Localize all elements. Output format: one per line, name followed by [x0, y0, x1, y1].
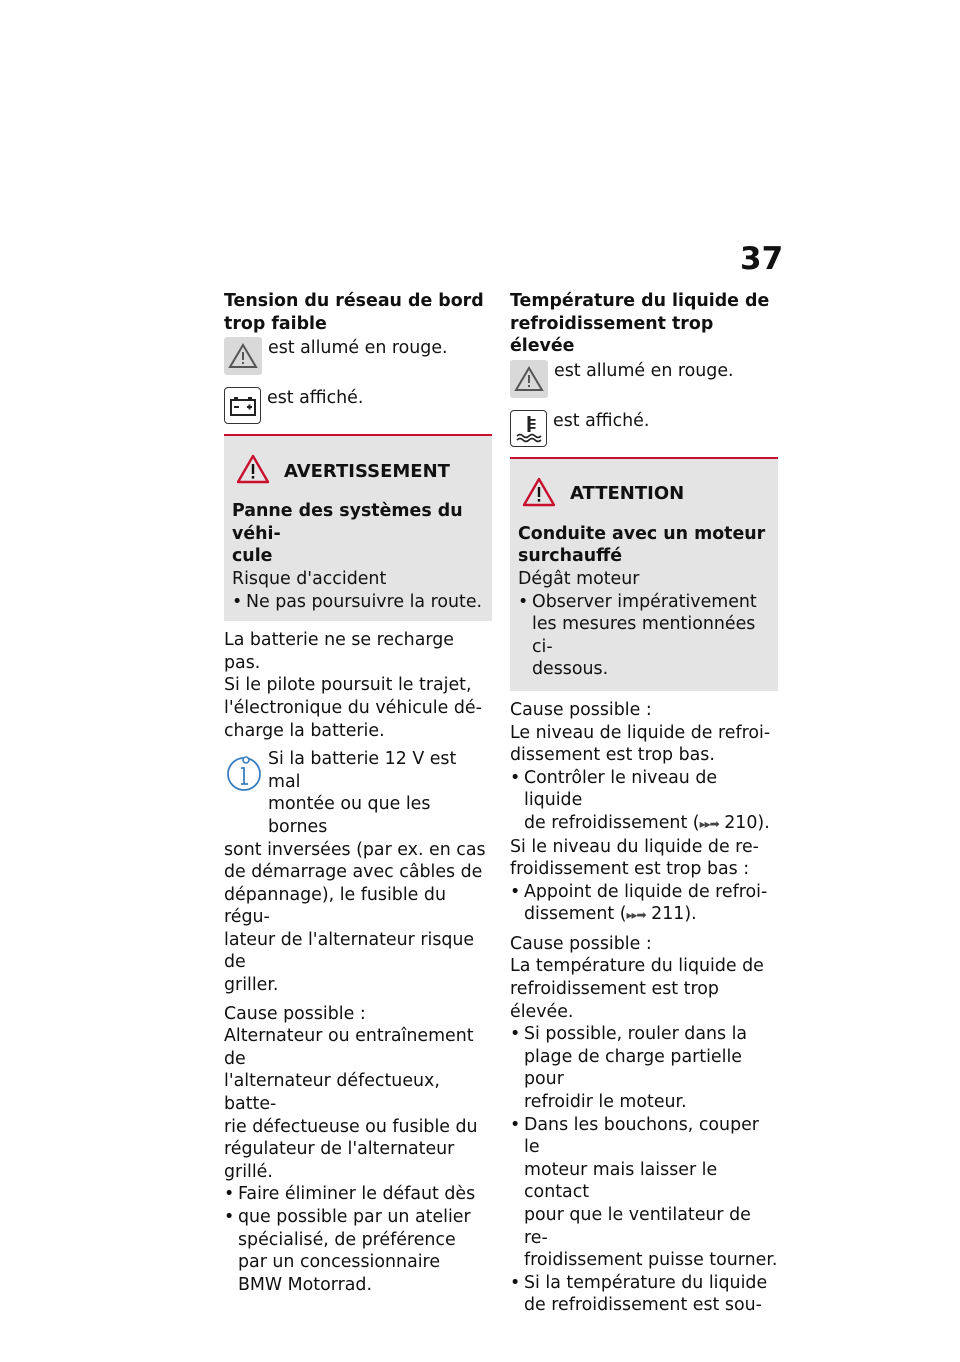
cause-text-line: l'alternateur défectueux, batte-: [224, 1071, 440, 1115]
warning-box: [224, 434, 492, 621]
info-text-line: lateur de l'alternateur risque de: [224, 929, 475, 973]
cause-text-line: rie défectueuse ou fusible du: [224, 1116, 478, 1137]
page-reference-arrow-icon[interactable]: ▸▸➡: [626, 908, 646, 923]
section-heading-cont: trop faible: [224, 313, 327, 334]
info-text-line: griller.: [224, 975, 279, 996]
warning-risk: Risque d'accident: [232, 568, 387, 589]
attention-bullet: • Observer impérativement: [518, 591, 770, 614]
bullet-line: • Dans les bouchons, couper le: [510, 1114, 778, 1159]
cause-text-line: Alternateur ou entraînement de: [224, 1026, 474, 1069]
section-heading-cont: refroidissement trop élevée: [510, 313, 714, 357]
warning-light-line: [510, 360, 778, 398]
bullet-cont-text: de refroidissement (: [524, 812, 700, 833]
warning-light-text: est allumé en rouge.: [268, 338, 448, 359]
bullet-cont: moteur mais laisser le contact: [524, 1159, 718, 1203]
temperature-symbol-text: est affiché.: [553, 410, 650, 431]
info-note: [224, 748, 492, 838]
page-number: 37: [740, 241, 784, 277]
battery-symbol-text: est affiché.: [267, 388, 364, 409]
warning-light-text: est allumé en rouge.: [554, 360, 734, 381]
bullet-cont: refroidir le moteur.: [524, 1092, 687, 1113]
cause-text-line: Le niveau de liquide de refroi-: [510, 722, 771, 743]
battery-paragraph: [224, 629, 492, 742]
text-line: charge la batterie.: [224, 720, 385, 741]
temperature-symbol-line: [510, 410, 778, 447]
text-line: froidissement est trop bas :: [510, 859, 750, 880]
text-line: La batterie ne se recharge pas.: [224, 630, 454, 673]
attention-bullet-cont: dessous.: [532, 659, 609, 680]
cause-label: Cause possible :: [224, 1003, 366, 1024]
bullet-cont: [510, 903, 778, 927]
attention-bullet-cont: les mesures mentionnées ci-: [532, 614, 756, 657]
warning-triangle-icon: [510, 360, 548, 398]
attention-box: [510, 457, 778, 691]
coolant-temperature-icon: [510, 410, 547, 447]
bullet-cont: par un concessionnaire: [238, 1252, 441, 1273]
info-text-line: montée ou que les bornes: [268, 794, 431, 837]
cause-text-line: régulateur de l'alternateur grillé.: [224, 1139, 455, 1182]
cause-label: Cause possible :: [510, 933, 652, 954]
page-reference[interactable]: 211).: [651, 904, 697, 925]
cause-text-line: dissement est trop bas.: [510, 745, 715, 766]
cause-label: Cause possible :: [510, 699, 652, 720]
attention-risk: Dégât moteur: [518, 568, 640, 589]
text-line: Si le niveau du liquide de re-: [510, 836, 759, 857]
bullet-cont: pour que le ventilateur de re-: [524, 1205, 751, 1248]
bullet-line: • Si la température du liquide: [510, 1272, 778, 1295]
bullet-cont: BMW Motorrad.: [238, 1274, 372, 1295]
page-reference-arrow-icon[interactable]: ▸▸➡: [699, 816, 719, 831]
bullet-cont-text: dissement (: [524, 904, 627, 925]
warning-title-cont: cule: [232, 546, 273, 567]
bullet-line: • Contrôler le niveau de liquide: [510, 767, 778, 812]
bullet-cont: de refroidissement est sou-: [524, 1295, 762, 1316]
warning-triangle-icon: [224, 337, 262, 375]
info-text-line: sont inversées (par ex. en cas: [224, 839, 486, 860]
attention-label: ATTENTION: [570, 483, 685, 505]
warning-bullet: • Ne pas poursuivre la route.: [232, 591, 484, 614]
section-heading: Température du liquide de: [510, 291, 770, 311]
cause-text-line: La température du liquide de: [510, 956, 764, 977]
right-column: [510, 290, 778, 1317]
text-line: l'électronique du véhicule dé-: [224, 697, 482, 718]
bullet-cont: spécialisé, de préférence: [238, 1229, 456, 1250]
bullet-cont: [510, 812, 778, 836]
bullet-cont: froidissement puisse tourner.: [524, 1250, 778, 1271]
warning-title: Panne des systèmes du véhi-: [232, 501, 463, 544]
bullet-cont: • que possible par un atelier: [224, 1206, 492, 1229]
page-reference[interactable]: 210).: [724, 812, 770, 833]
text-line: Si le pilote poursuit le trajet,: [224, 675, 472, 696]
cause-text-line: refroidissement est trop élevée.: [510, 979, 719, 1022]
bullet-cont: plage de charge partielle pour: [524, 1046, 742, 1090]
bullet-line: • Faire éliminer le défaut dès: [224, 1183, 492, 1206]
bullet-line: • Appoint de liquide de refroi-: [510, 881, 778, 904]
info-text-line: Si la batterie 12 V est mal: [268, 749, 457, 792]
info-icon: [224, 752, 264, 792]
warning-light-line: [224, 337, 492, 375]
warning-triangle-icon: [236, 454, 270, 488]
attention-title-cont: surchauffé: [518, 546, 622, 567]
attention-title: Conduite avec un moteur: [518, 523, 766, 544]
battery-icon: [224, 387, 261, 424]
battery-symbol-line: [224, 387, 492, 424]
bullet-line: • Si possible, rouler dans la: [510, 1023, 778, 1046]
warning-label: AVERTISSEMENT: [284, 460, 450, 482]
info-text-line: dépannage), le fusible du régu-: [224, 884, 446, 928]
section-heading: Tension du réseau de bord: [224, 291, 484, 311]
warning-triangle-icon: [522, 477, 556, 511]
info-text-line: de démarrage avec câbles de: [224, 862, 483, 883]
left-column: [224, 290, 492, 1296]
